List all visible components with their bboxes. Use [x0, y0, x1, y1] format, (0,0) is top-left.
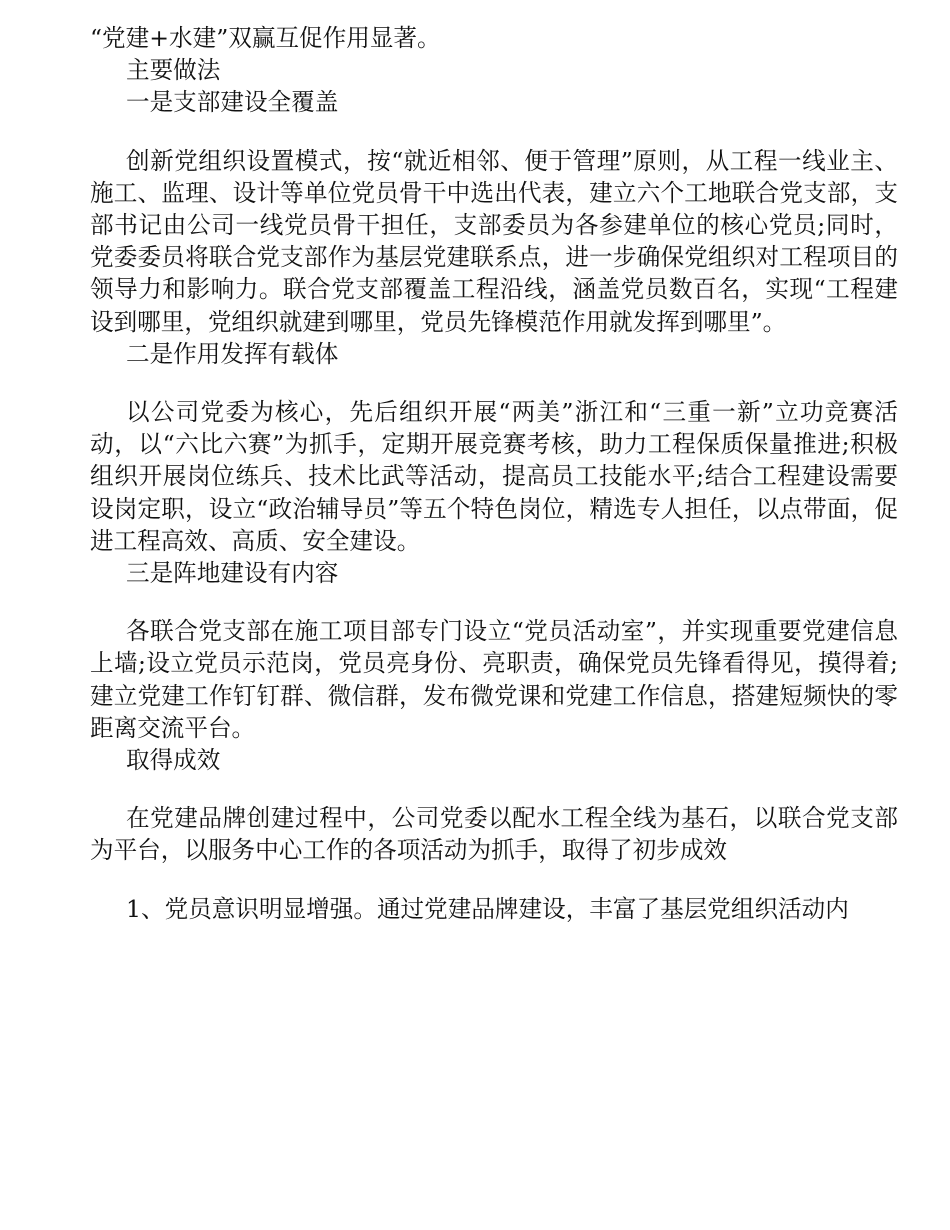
section-heading-results: 取得成效 — [126, 746, 221, 775]
subheading-branch-coverage: 一是支部建设全覆盖 — [126, 88, 339, 117]
lead-line: “党建+水建”双赢互促作用显著。 — [90, 24, 441, 52]
subheading-role-carrier: 二是作用发挥有载体 — [126, 339, 339, 368]
paragraph-branch-coverage: 创新党组织设置模式，按“就近相邻、便于管理”原则，从工程一线业主、施工、监理、设计等单位党员骨干中选出代表，建立六个工地联合党支部，支部书记由公司一线党员骨干担任，支部委员为各参建单位的核心党员;同时，党委委员将联合党支部作为基层党建联系点，进一步确保党组织对工程项目的领导力和影响力。联合党支部覆盖工程沿线，涵盖党员数百名，实现“工程建设到哪里，党组织就建到哪里，党员先锋模范作用就发挥到哪里”。 — [90, 146, 898, 336]
paragraph-role-carrier: 以公司党委为核心，先后组织开展“两美”浙江和“三重一新”立功竞赛活动，以“六比六赛”为抓手，定期开展竞赛考核，助力工程保质保量推进;积极组织开展岗位练兵、技术比武等活动，提高员工技能水平;结合工程建设需要设岗定职，设立“政治辅导员”等五个特色岗位，精选专人担任，以点带面，促进工程高效、高质、安全建设。 — [90, 398, 898, 555]
paragraph-result-1: 1、党员意识明显增强。通过党建品牌建设，丰富了基层党组织活动内 — [126, 894, 849, 923]
paragraph-position-content: 各联合党支部在施工项目部专门设立“党员活动室”，并实现重要党建信息上墙;设立党员示范岗，党员亮身份、亮职责，确保党员先锋看得见，摸得着;建立党建工作钉钉群、微信群，发布微党课和党建工作信息，搭建短频快的零距离交流平台。 — [90, 617, 898, 742]
section-heading-main-practices: 主要做法 — [126, 56, 221, 85]
paragraph-results-intro: 在党建品牌创建过程中，公司党委以配水工程全线为基石，以联合党支部为平台，以服务中心工作的各项活动为抓手，取得了初步成效 — [90, 804, 898, 865]
subheading-position-content: 三是阵地建设有内容 — [126, 559, 339, 588]
